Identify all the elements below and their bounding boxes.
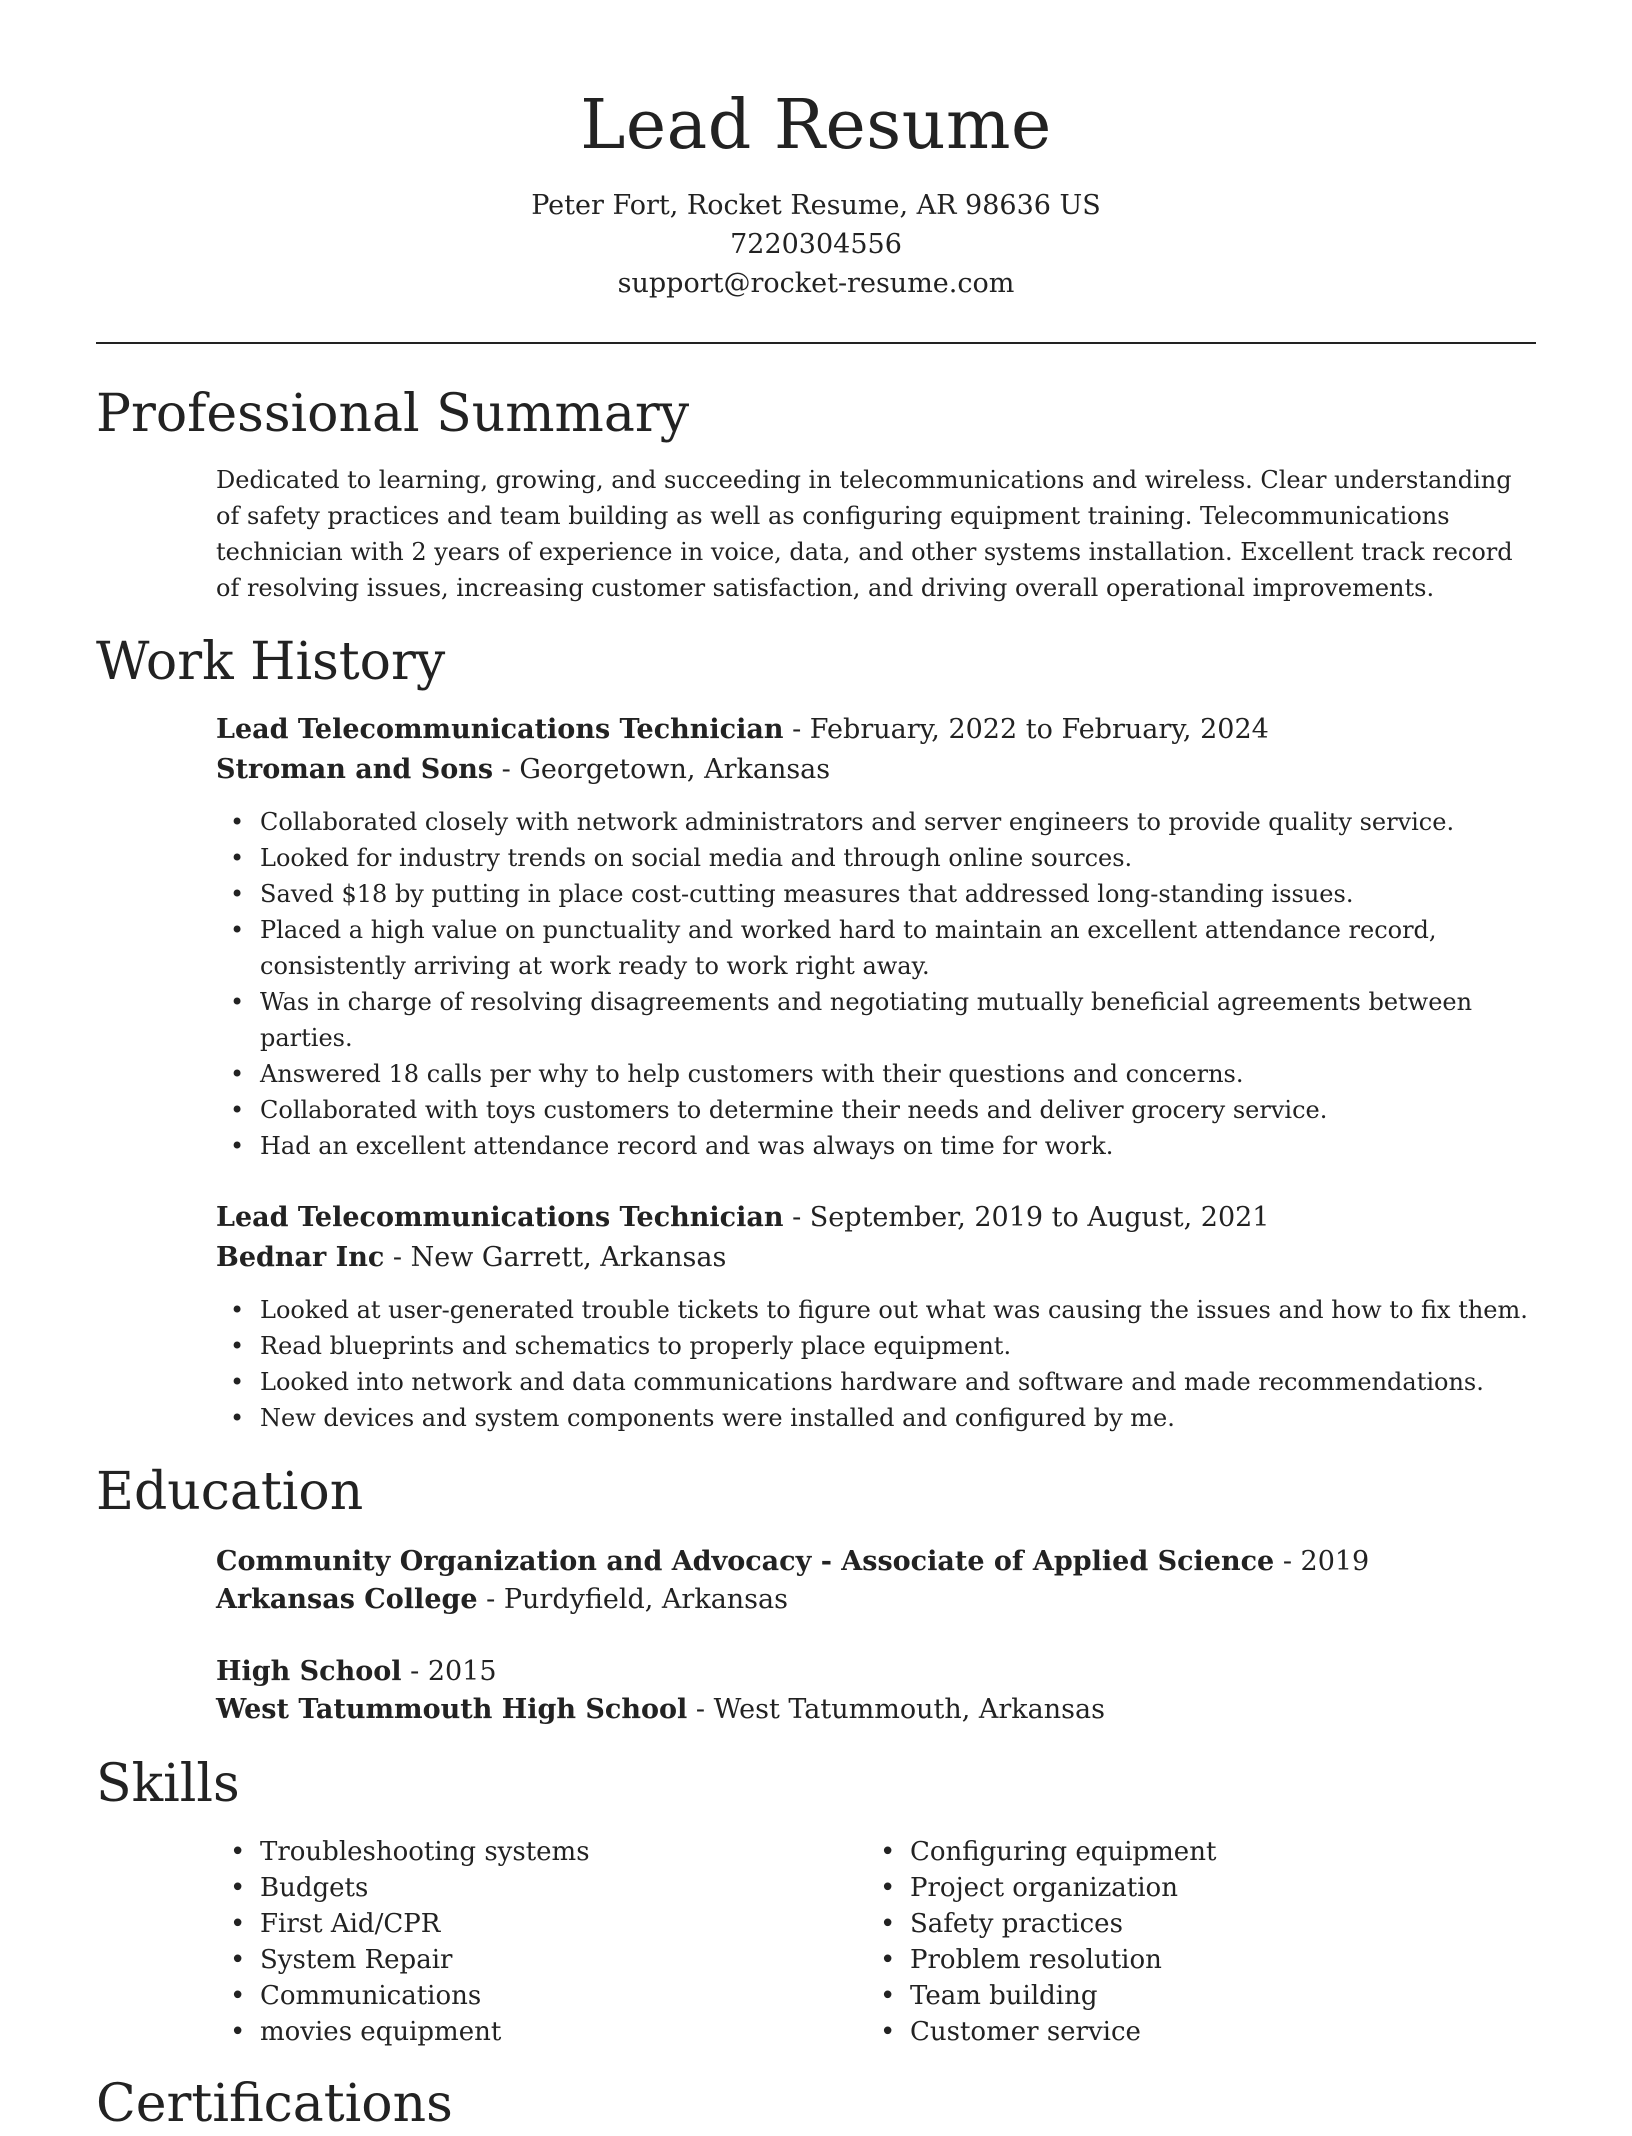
- contact-block: [0, 186, 1632, 303]
- skills-heading: Skills: [96, 1754, 240, 1814]
- list-item: • movies equipment: [216, 2014, 816, 2050]
- job-2-company: Bednar Inc: [216, 1242, 385, 1273]
- list-item: • Read blueprints and schematics to properly place equipment.: [216, 1328, 1536, 1364]
- list-item: • Collaborated with toys customers to determine their needs and deliver grocery service.: [216, 1092, 1536, 1128]
- list-item: • Safety practices: [866, 1906, 1466, 1942]
- summary-text: Dedicated to learning, growing, and succeeding in telecommunications and wireless. Clear understanding of safety practices and team building as well as configuring equipment training. Telecommunications technician with 2 years of experience in voice, data, and other systems installation. Excellent track record of resolving issues, increasing customer satisfaction, and driving overall operational improvements.: [216, 466, 1513, 602]
- list-item: • Problem resolution: [866, 1942, 1466, 1978]
- education-1-school-line: [216, 1580, 788, 1620]
- list-item: • Customer service: [866, 2014, 1466, 2050]
- job-2-dates: - September, 2019 to August, 2021: [783, 1202, 1270, 1233]
- list-item: • Collaborated closely with network administrators and server engineers to provide quality service.: [216, 804, 1536, 840]
- contact-email: support@rocket-resume.com: [617, 268, 1015, 299]
- contact-phone: 7220304556: [730, 229, 902, 260]
- education-2-year: - 2015: [401, 1656, 497, 1687]
- list-item: • Placed a high value on punctuality and worked hard to maintain an excellent attendance record, consistently arriving at work ready to work right away.: [216, 912, 1536, 984]
- list-item: • Saved $18 by putting in place cost-cutting measures that addressed long-standing issues.: [216, 876, 1536, 912]
- list-item: • Project organization: [866, 1870, 1466, 1906]
- list-item: • Looked into network and data communications hardware and software and made recommendations.: [216, 1364, 1536, 1400]
- job-1-title: Lead Telecommunications Technician: [216, 714, 784, 745]
- education-2-degree-line: [216, 1652, 497, 1692]
- job-2-location: - New Garrett, Arkansas: [384, 1242, 727, 1273]
- work-history-heading: Work History: [96, 632, 446, 692]
- education-heading: Education: [96, 1462, 364, 1522]
- job-2-title-line: [216, 1198, 1270, 1238]
- certifications-heading: Certifications: [96, 2074, 453, 2134]
- list-item: • Communications: [216, 1978, 816, 2014]
- list-item: • Budgets: [216, 1870, 816, 1906]
- list-item: • Looked at user-generated trouble tickets to figure out what was causing the issues and how to fix them.: [216, 1292, 1536, 1328]
- job-1-title-line: [216, 710, 1269, 750]
- education-1-year: - 2019: [1274, 1546, 1370, 1577]
- job-1-company: Stroman and Sons: [216, 754, 494, 785]
- list-item: • New devices and system components were installed and configured by me.: [216, 1400, 1536, 1436]
- list-item: • Looked for industry trends on social media and through online sources.: [216, 840, 1536, 876]
- list-item: • Troubleshooting systems: [216, 1834, 816, 1870]
- job-2-bullets: [216, 1292, 1536, 1436]
- list-item: • Team building: [866, 1978, 1466, 2014]
- education-2-location: - West Tatummouth, Arkansas: [687, 1694, 1105, 1725]
- education-2-degree: High School: [216, 1656, 402, 1687]
- list-item: • System Repair: [216, 1942, 816, 1978]
- list-item: • Answered 18 calls per why to help customers with their questions and concerns.: [216, 1056, 1536, 1092]
- page-title: Lead Resume: [580, 86, 1052, 165]
- skills-list-right: [866, 1834, 1466, 2050]
- resume-header: [0, 84, 1632, 303]
- education-2-school-line: [216, 1690, 1105, 1730]
- summary-heading: Professional Summary: [96, 384, 690, 444]
- list-item: • First Aid/CPR: [216, 1906, 816, 1942]
- job-2-title: Lead Telecommunications Technician: [216, 1202, 784, 1233]
- contact-address: Peter Fort, Rocket Resume, AR 98636 US: [531, 190, 1101, 221]
- job-1-bullets: [216, 804, 1536, 1164]
- header-divider: [96, 342, 1536, 344]
- education-1-degree-line: [216, 1542, 1369, 1582]
- list-item: • Was in charge of resolving disagreements and negotiating mutually beneficial agreements between parties.: [216, 984, 1536, 1056]
- education-1-location: - Purdyfield, Arkansas: [477, 1584, 788, 1615]
- list-item: • Had an excellent attendance record and was always on time for work.: [216, 1128, 1536, 1164]
- education-1-degree: Community Organization and Advocacy - Associate of Applied Science: [216, 1546, 1275, 1577]
- education-1-school: Arkansas College: [216, 1584, 478, 1615]
- job-1-dates: - February, 2022 to February, 2024: [783, 714, 1269, 745]
- job-2-company-line: [216, 1238, 726, 1278]
- job-1-location: - Georgetown, Arkansas: [493, 754, 831, 785]
- education-2-school: West Tatummouth High School: [216, 1694, 688, 1725]
- job-1-company-line: [216, 750, 830, 790]
- list-item: • Configuring equipment: [866, 1834, 1466, 1870]
- skills-list-left: [216, 1834, 816, 2050]
